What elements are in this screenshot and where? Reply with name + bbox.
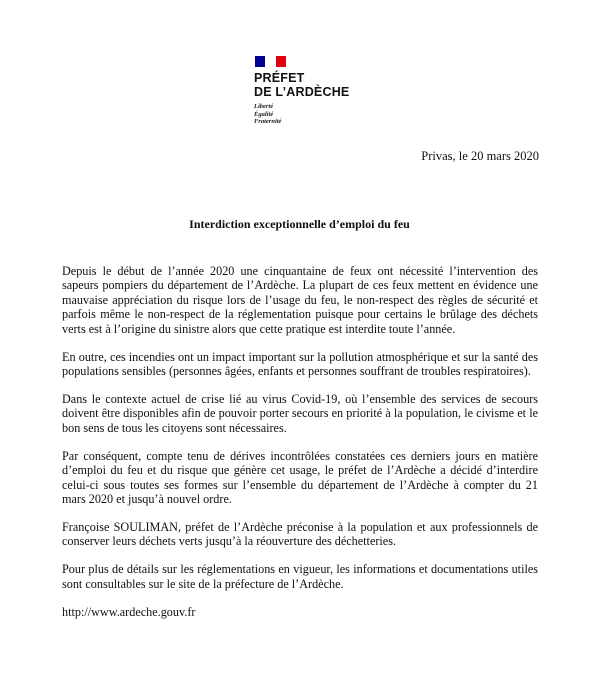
paragraph-more-info: Pour plus de détails sur les réglementations en vigueur, les informations et documentations utiles sont consultables sur le site de la préfecture de l’Ardèche. xyxy=(62,562,538,591)
document-title: Interdiction exceptionnelle d’emploi du feu xyxy=(189,217,410,231)
paragraph-covid-context: Dans le contexte actuel de crise lié au virus Covid-19, où l’ensemble des services de secours doivent être disponibles afin de pouvoir porter secours en priorité à la population, le civisme et le bon sens de tous les citoyens sont nécessaires. xyxy=(62,392,538,435)
paragraph-prohibition: Par conséquent, compte tenu de dérives incontrôlées constatées ces derniers jours en matière d’emploi du feu et du risque que génère cet usage, le préfet de l’Ardèche a décidé d’interdire celui-ci sous toutes ses formes sur l’ensemble du département de l’Ardèche à compter du 21 mars 2020 et jusqu’à nouvel ordre. xyxy=(62,448,538,507)
motto-liberte: Liberté xyxy=(254,103,274,110)
website-link[interactable]: http://www.ardeche.gouv.fr xyxy=(62,604,196,619)
paragraph-intro: Depuis le début de l’année 2020 une cinquantaine de feux ont nécessité l’intervention des sapeurs pompiers du département de l’Ardèche. La plupart de ces feux mettent en évidence une mauvaise appréciation du risque lors de l’usage du feu, le non-respect des règles de sécurité et parfois même le non-respect de la réglementation puisque pour certains le brûlage des déchets verts est à l’origine du sinistre alors que cette pratique est interdite toute l’année. xyxy=(62,264,538,336)
logo-title xyxy=(254,71,374,99)
logo-title-line1: PRÉFET xyxy=(254,71,305,85)
logo-title-line2: DE L’ARDÈCHE xyxy=(254,85,350,99)
french-flag-icon xyxy=(255,56,286,67)
motto-fraternite: Fraternité xyxy=(254,118,282,125)
motto-egalite: Égalité xyxy=(254,110,274,118)
document-date: Privas, le 20 mars 2020 xyxy=(421,149,539,163)
prefecture-logo xyxy=(254,56,374,126)
paragraph-pollution: En outre, ces incendies ont un impact important sur la pollution atmosphérique et sur la santé des populations sensibles (personnes âgées, enfants et personnes souffrant de troubles respiratoires). xyxy=(62,349,538,379)
republic-motto xyxy=(254,103,374,126)
paragraph-recommendation: Françoise SOULIMAN, préfet de l’Ardèche préconise à la population et aux professionnels de conserver leurs déchets verts jusqu’à la réouverture des déchetteries. xyxy=(62,520,538,549)
document-body xyxy=(62,264,538,633)
